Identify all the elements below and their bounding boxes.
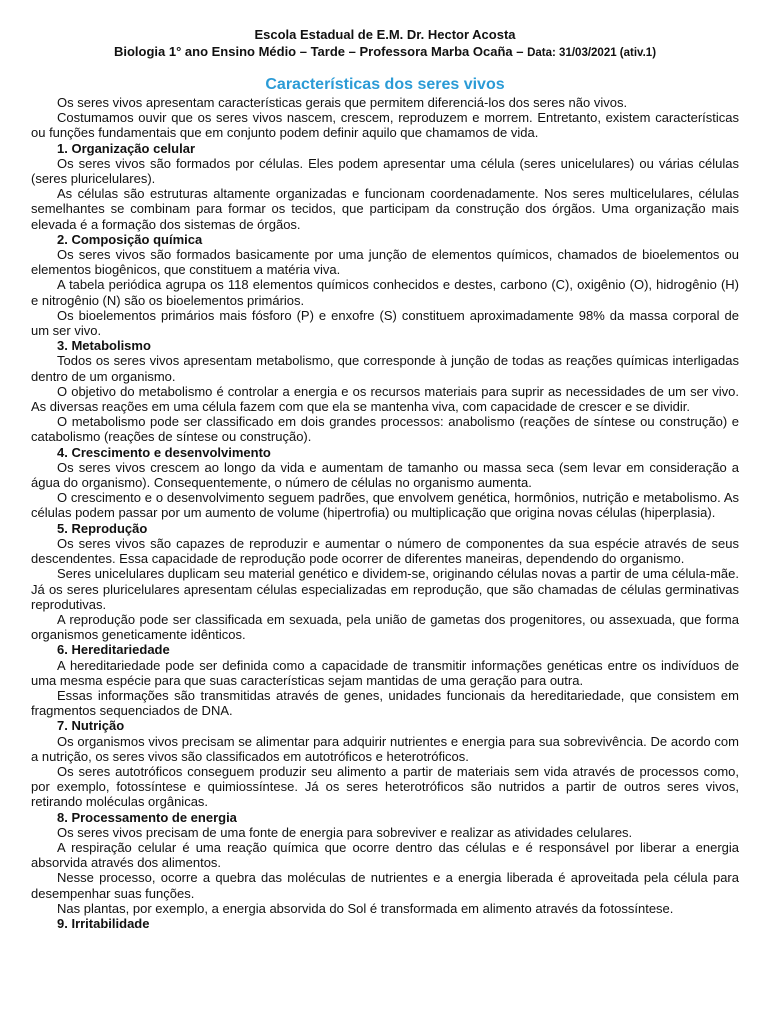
paragraph: Todos os seres vivos apresentam metabolismo, que corresponde à junção de todas as reações químicas interligadas dentro de um organismo. (31, 353, 739, 384)
section-heading: 4. Crescimento e desenvolvimento (57, 444, 271, 460)
paragraph: Os seres vivos são formados por células. Eles podem apresentar uma célula (seres unicelulares) ou várias células (seres pluricelulares). (31, 155, 739, 187)
intro-paragraph: Costumamos ouvir que os seres vivos nascem, crescem, reproduzem e morrem. Entretanto, existem características ou funções fundamentais que em conjunto podem definir aquilo que chamamos de vida. (31, 110, 739, 141)
section-heading: 2. Composição química (57, 231, 203, 247)
paragraph: Seres unicelulares duplicam seu material genético e dividem-se, originando células novas a partir de uma célula-mãe. Já os seres pluricelulares apresentam células especializadas em reprodução, que são chamadas de células germinativas reprodutivas. (31, 566, 739, 612)
paragraph: A reprodução pode ser classificada em sexuada, pela união de gametas dos progenitores, ou assexuada, que forma organismos geneticamente idênticos. (31, 611, 739, 643)
section-chemical-composition (31, 232, 739, 338)
paragraph: A respiração celular é uma reação química que ocorre dentro das células e é responsável por liberar a energia absorvida através dos alimentos. (31, 839, 739, 871)
paragraph: Os seres vivos são formados basicamente por uma junção de elementos químicos, chamados de bioelementos ou elementos biogênicos, que constituem a matéria viva. (31, 247, 739, 278)
document-page (31, 26, 739, 931)
section-heading: 1. Organização celular (57, 140, 196, 156)
section-nutrition (31, 718, 739, 809)
section-heading: 7. Nutrição (57, 718, 125, 734)
section-cellular-organization (31, 141, 739, 232)
paragraph: Os seres vivos crescem ao longo da vida e aumentam de tamanho ou massa seca (sem levar em consideração a água do organismo). Consequentemente, o número de células no organismo aumenta. (31, 459, 739, 491)
section-growth-development (31, 445, 739, 521)
school-name: Escola Estadual de E.M. Dr. Hector Acosta (254, 27, 516, 42)
section-energy-processing (31, 810, 739, 916)
paragraph: O crescimento e o desenvolvimento seguem padrões, que envolvem genética, hormônios, nutrição e metabolismo. As células podem passar por um aumento de volume (hipertrofia) ou multiplicação que origina novas células (hiperplasia). (31, 490, 739, 521)
paragraph: A hereditariedade pode ser definida como a capacidade de transmitir informações genéticas entre os indivíduos de uma mesma espécie para que suas características sejam mantidas de uma geração para outra. (31, 657, 739, 688)
section-heredity (31, 642, 739, 718)
paragraph: Os seres autotróficos conseguem produzir seu alimento a partir de materiais sem vida através de processos como, por exemplo, fotossíntese e quimiossíntese. Já os seres heterotróficos são nutridos a partir de outros seres vivos, retirando moléculas orgânicas. (31, 763, 739, 810)
paragraph: As células são estruturas altamente organizadas e funcionam coordenadamente. Nos seres multicelulares, células semelhantes se combinam para formar os tecidos, que participam da construção dos órgãos. Uma organização mais elevada é a formação dos sistemas de órgãos. (31, 186, 739, 232)
page-title: Características dos seres vivos (265, 76, 505, 93)
section-heading: 8. Processamento de energia (57, 809, 237, 825)
course-info: Biologia 1° ano Ensino Médio – Tarde – Professora Marba Ocaña – (113, 44, 524, 59)
course-line (31, 43, 739, 62)
section-irritability (31, 916, 739, 931)
paragraph: Os organismos vivos precisam se alimentar para adquirir nutrientes e energia para sua sobrevivência. De acordo com a nutrição, os seres vivos são classificados em autotróficos e heterotróficos. (31, 733, 739, 764)
paragraph: Os seres vivos precisam de uma fonte de energia para sobreviver e realizar as atividades celulares. (57, 824, 633, 840)
document-body (31, 95, 739, 931)
activity-date: Data: 31/03/2021 (ativ.1) (527, 47, 657, 59)
intro (31, 95, 739, 141)
section-reproduction (31, 521, 739, 643)
section-heading: 6. Hereditariedade (57, 642, 170, 658)
intro-paragraph: Os seres vivos apresentam características gerais que permitem diferenciá-los dos seres não vivos. (57, 95, 628, 110)
paragraph: Os seres vivos são capazes de reproduzir e aumentar o número de componentes da sua espécie através de seus descendentes. Essa capacidade de reprodução pode ocorrer de diferentes maneiras, dependendo do organismo. (31, 535, 739, 567)
section-heading: 3. Metabolismo (57, 338, 151, 354)
paragraph: Os bioelementos primários mais fósforo (P) e enxofre (S) constituem aproximadamente 98% da massa corporal de um ser vivo. (31, 307, 739, 339)
section-heading: 9. Irritabilidade (57, 915, 150, 931)
paragraph: Nas plantas, por exemplo, a energia absorvida do Sol é transformada em alimento através da fotossíntese. (57, 900, 674, 916)
paragraph: Nesse processo, ocorre a quebra das moléculas de nutrientes e a energia liberada é aproveitada pela célula para desempenhar suas funções. (31, 870, 739, 901)
document-header (31, 26, 739, 62)
paragraph: O objetivo do metabolismo é controlar a energia e os recursos materiais para suprir as necessidades de um ser vivo. As diversas reações em uma célula fazem com que ela se mantenha viva, com capacidade de crescer e se dividir. (31, 383, 739, 415)
paragraph: A tabela periódica agrupa os 118 elementos químicos conhecidos e destes, carbono (C), oxigênio (O), hidrogênio (H) e nitrogênio (N) são os bioelementos primários. (31, 277, 739, 308)
section-heading: 5. Reprodução (57, 520, 148, 536)
paragraph: Essas informações são transmitidas através de genes, unidades funcionais da hereditariedade, que consistem em fragmentos sequenciados de DNA. (31, 687, 739, 719)
section-metabolism (31, 338, 739, 444)
paragraph: O metabolismo pode ser classificado em dois grandes processos: anabolismo (reações de síntese ou construção) e catabolismo (reações de síntese ou construção). (31, 414, 739, 445)
